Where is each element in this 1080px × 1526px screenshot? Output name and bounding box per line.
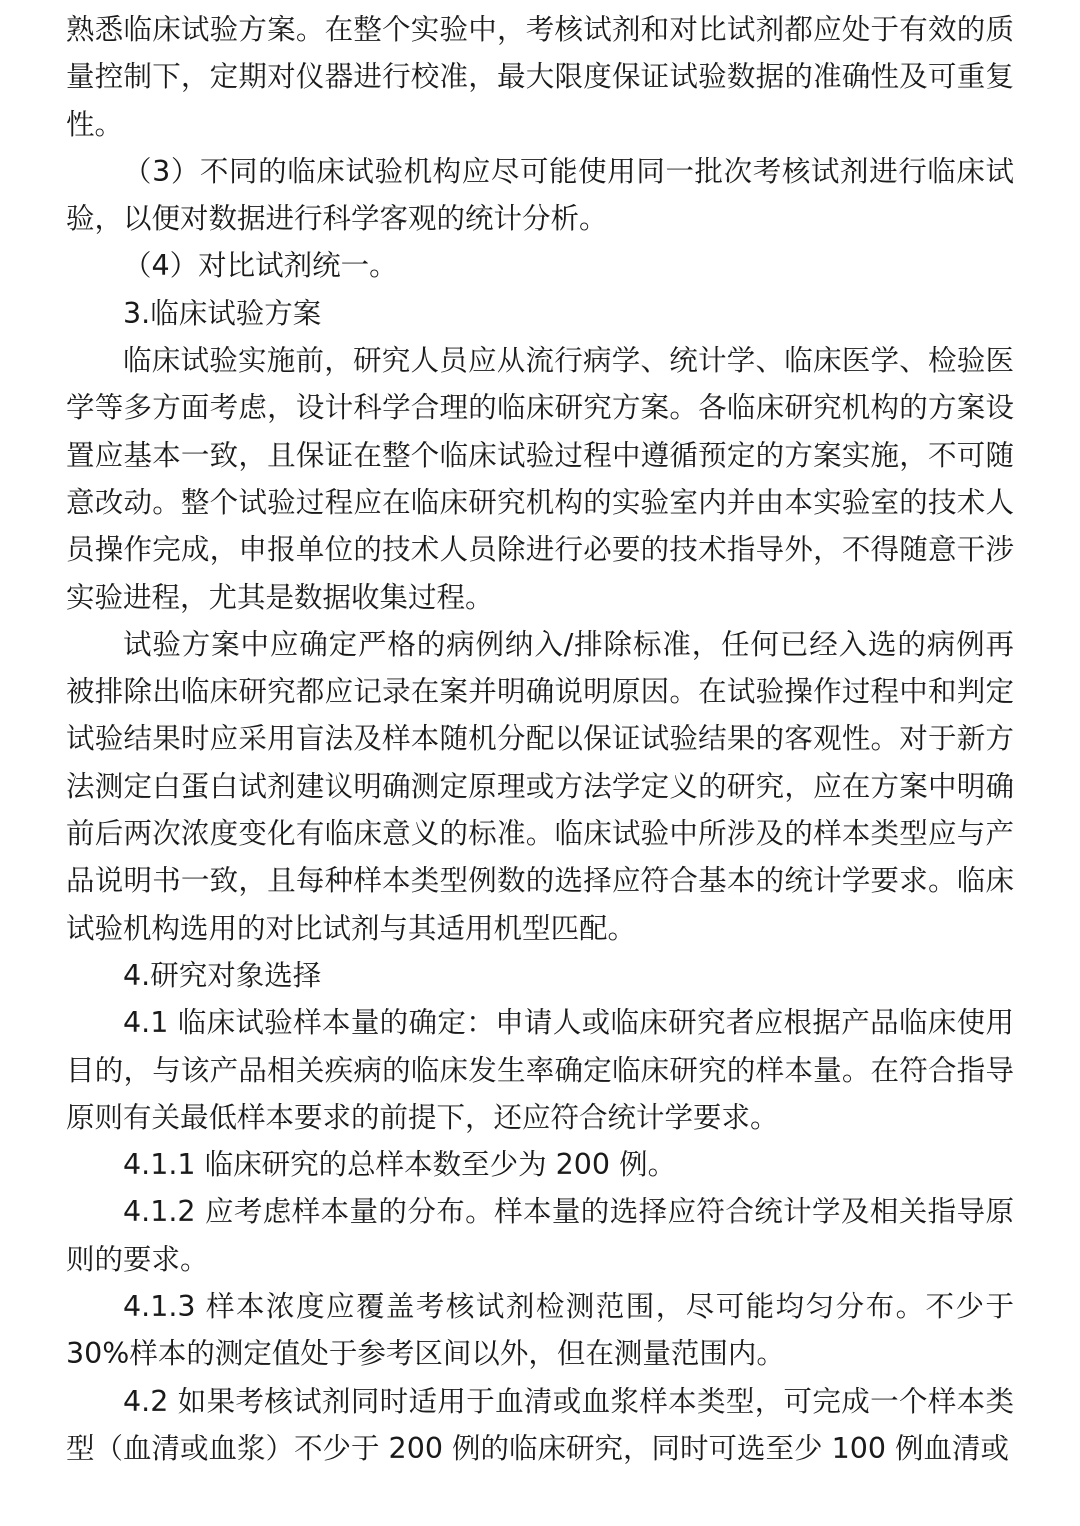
- paragraph-12: 4.2 如果考核试剂同时适用于血清或血浆样本类型，可完成一个样本类型（血清或血浆）不少于 200 例的临床研究，同时可选至少 100 例血清或: [66, 1384, 1014, 1465]
- paragraph-6: 试验方案中应确定严格的病例纳入/排除标准，任何已经入选的病例再被排除出临床研究都应记录在案并明确说明原因。在试验操作过程中和判定试验结果时应采用盲法及样本随机分配以保证试验结果的客观性。对于新方法测定白蛋白试剂建议明确测定原理或方法学定义的研究，应在方案中明确前后两次浓度变化有临床意义的标准。临床试验中所涉及的样本类型应与产品说明书一致，且每种样本类型例数的选择应符合基本的统计学要求。临床试验机构选用的对比试剂与其适用机型匹配。: [66, 627, 1014, 945]
- paragraph-11: 4.1.3 样本浓度应覆盖考核试剂检测范围，尽可能均匀分布。不少于 30%样本的测定值处于参考区间以外，但在测量范围内。: [66, 1290, 1014, 1371]
- paragraph-5: 临床试验实施前，研究人员应从流行病学、统计学、临床医学、检验医学等多方面考虑，设计科学合理的临床研究方案。各临床研究机构的方案设置应基本一致，且保证在整个临床试验过程中遵循预定的方案实施，不可随意改动。整个试验过程应在临床研究机构的实验室内并由本实验室的技术人员操作完成，申报单位的技术人员除进行必要的技术指导外，不得随意干涉实验进程，尤其是数据收集过程。: [66, 344, 1014, 614]
- paragraph-9: 4.1.1 临床研究的总样本数至少为 200 例。: [123, 1148, 677, 1182]
- section-heading-3: 3.临床试验方案: [123, 296, 322, 330]
- paragraph-1: 熟悉临床试验方案。在整个实验中，考核试剂和对比试剂都应处于有效的质量控制下，定期对仪器进行校准，最大限度保证试验数据的准确性及可重复性。: [66, 13, 1014, 141]
- paragraph-2: （3）不同的临床试验机构应尽可能使用同一批次考核试剂进行临床试验，以便对数据进行科学客观的统计分析。: [66, 154, 1014, 236]
- paragraph-8: 4.1 临床试验样本量的确定：申请人或临床研究者应根据产品临床使用目的，与该产品相关疾病的临床发生率确定临床研究的样本量。在符合指导原则有关最低样本要求的前提下，还应符合统计学要求。: [66, 1006, 1014, 1134]
- paragraph-3: （4）对比试剂统一。: [123, 249, 398, 283]
- section-heading-4: 4.研究对象选择: [123, 958, 322, 992]
- paragraph-10: 4.1.2 应考虑样本量的分布。样本量的选择应符合统计学及相关指导原则的要求。: [66, 1195, 1014, 1276]
